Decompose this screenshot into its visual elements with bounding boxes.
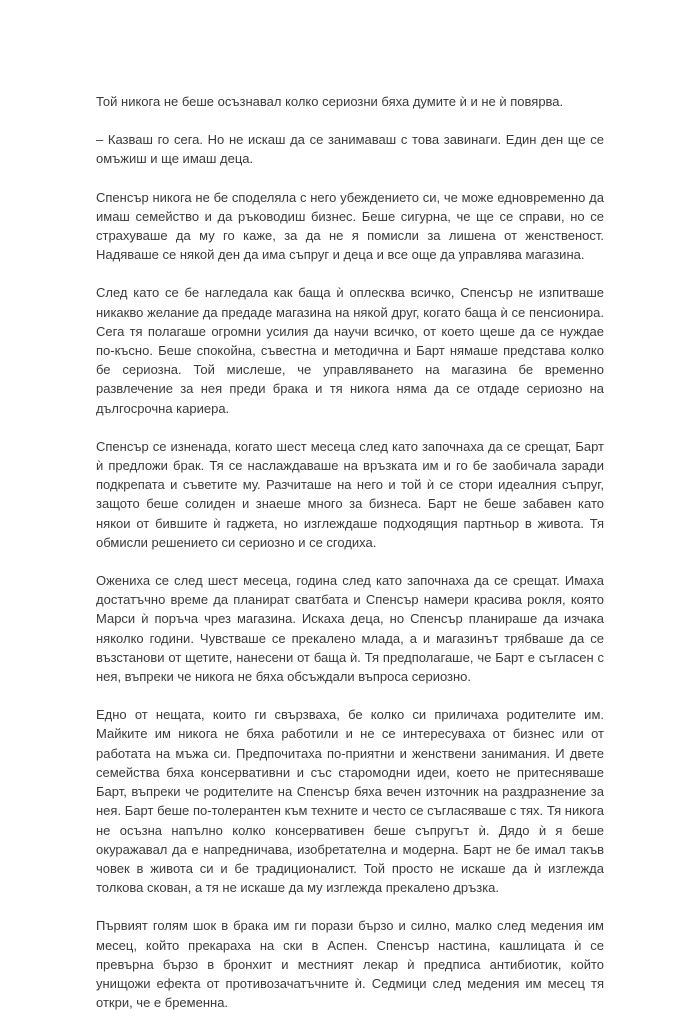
paragraph: Той никога не беше осъзнавал колко сериозни бяха думите ѝ и не ѝ повярва. — [96, 94, 564, 109]
paragraph: Първият голям шок в брака им ги порази бързо и силно, малко след медения им месец, който прекараха на ски в Аспен. Спенсър настина, кашлицата ѝ се превърна бързо в бронхит и местният лекар ѝ предписа антибиотик, който унищожи ефекта от противозачатъчните ѝ. Седмици след медения им месец тя откри, че е бременна. — [96, 918, 604, 1011]
paragraph: – Казваш го сега. Но не искаш да се занимаваш с това завинаги. Един ден ще се омъжиш и ще имаш деца. — [96, 132, 604, 167]
paragraph: Спенсър никога не бе споделяла с него убеждението си, че може едновременно да имаш семейство и да ръководиш бизнес. Беше сигурна, че ще се справи, но се страхуваше да му го каже, за да не я помисли за лишена от женственост. Надяваше се някой ден да има съпруг и деца и все още да управлява магазина. — [96, 189, 604, 263]
paragraph: Ожениха се след шест месеца, година след като започнаха да се срещат. Имаха достатъчно време да планират сватбата и Спенсър намери красива рокля, която Марси ѝ поръча чрез магазина. Искаха деца, но Спенсър планираше да изчака няколко години. Чувстваше се прекалено млада, а и магазинът трябваше да се възстанови от щетите, нанесени от баща ѝ. Тя предполагаше, че Барт е съгласен с нея, въпреки че никога не бяха обсъждали въпроса сериозно. — [96, 573, 604, 685]
body-text — [96, 92, 604, 1031]
paragraph: След като се бе нагледала как баща ѝ оплесква всичко, Спенсър не изпитваше никакво желание да предаде магазина на някой друг, когато баща ѝ се пенсионира. Сега тя полагаше огромни усилия да научи всичко, от което щеше да се нуждае по-късно. Беше спокойна, съвестна и методична и Барт нямаше представа колко бе сериозна. Той мислеше, че управляването на магазина бе временно развлечение за нея преди брака и тя никога няма да се отдаде сериозно на дългосрочна кариера. — [96, 285, 604, 416]
paragraph: Спенсър се изненада, когато шест месеца след като започнаха да се срещат, Барт ѝ предложи брак. Тя се наслаждаваше на връзката им и го бе заобичала заради подкрепата и съветите му. Разчиташе на него и той ѝ се стори идеалния съпруг, защото беше солиден и знаеше много за бизнеса. Барт не беше забавен като някои от бившите ѝ гаджета, но изглеждаше подходящия партньор в живота. Тя обмисли решението си сериозно и се сгодиха. — [96, 438, 604, 550]
paragraph: Едно от нещата, които ги свързваха, бе колко си приличаха родителите им. Майките им никога не бяха работили и не се интересуваха от бизнес или от работата на мъжа си. Предпочитаха по-приятни и женствени занимания. И двете семейства бяха консервативни и със старомодни идеи, което не притесняваше Барт, въпреки че родителите на Спенсър бяха вечен източник на раздразнение за нея. Барт беше по-толерантен към техните и често се съгласяваше с тях. Тя никога не осъзна напълно колко консервативен беше съпругът ѝ. Дядо ѝ я беше окуражавал да е напредничава, изобретателна и модерна. Барт не бе имал такъв човек в живота си и бе традиционалист. Той просто не искаше да ѝ изглежда толкова скован, а тя не искаше да му изглежда прекалено дръзка. — [96, 707, 604, 896]
